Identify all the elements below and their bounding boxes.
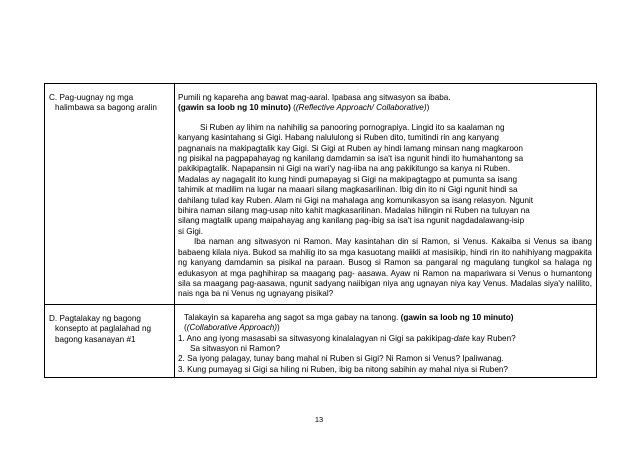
story-line: si Gigi. <box>178 226 204 236</box>
section-d-instruction: Talakayin sa kapareha ang sagot sa mga gabay na tanong. (gawin sa loob ng 10 minuto) <box>184 312 514 322</box>
story-line: tahimik at madilim na lugar na maaari silang magkasarilinan. Ibig din ito ni Gigi ngunit hindi sa <box>178 185 518 195</box>
lesson-plan-table <box>44 83 597 378</box>
question-1: 1. Ano ang iyong masasabi sa sitwasyong kinalalagyan ni Gigi sa pakikipag-date kay Ruben? <box>178 333 516 343</box>
story-line: ng pisikal na pagpapahayag ng kanilang damdamin sa isa't isa ngunit hindi ito humahantong sa <box>178 154 524 164</box>
question-3: 3. Kung pumayag si Gigi sa hiling ni Ruben, ibig ba nitong sabihin ay mahal niya si Ruben? <box>178 364 508 374</box>
question-1-sub: Sa sitwasyon ni Ramon? <box>190 343 281 353</box>
story-ruben <box>178 123 592 237</box>
section-d-content-cell <box>175 304 597 377</box>
section-d-approach: ((Collaborative Approach)) <box>184 323 280 333</box>
story-line: Madalas ay nagagalit ito kung hindi pumapayag si Gigi na makipagtagpo at pumunta sa isang <box>178 174 518 184</box>
section-c-label-cell <box>45 84 175 305</box>
story-line: pagnanais na makipagtalik kay Gigi. Si Gigi at Ruben ay hindi lamang minsan nang magkaroon <box>178 143 523 153</box>
story-line: dahilang tulad kay Ruben. Alam ni Gigi na mahalaga ang komunikasyon sa isang relasyon. Ngunit <box>178 195 534 205</box>
story-ramon: Iba naman ang sitwasyon ni Ramon. May kasintahan din si Ramon, si Venus. Kakaiba si Venus sa ibang babaeng kilala niya. Bukod sa mahilig ito sa mga kasuotang maiikli at masisikip, hindi rin ito nahihiyang magpakita ng kanyang damdamin sa pisikal na paraan. Busog si Ramon sa pangaral ng magulang tungkol sa halaga ng edukasyon at mga paghihirap sa maagang pag- aasawa. Ayaw ni Ramon na mapariwara si Venus o humantong sila sa maagang pag-aasawa, ngunit sadyang naiibigan niya ang ugnayan niya kay Venus. Madalas siya'y nalilito, nais nga ba ni Venus ng ugnayang pisikal? <box>178 237 592 299</box>
approach-text: (Reflective Approach/ Collaborative) <box>295 103 427 113</box>
story-line: Si Ruben ay lihim na nahihilig sa panooring pornograpiya. Lingid ito sa kaalaman ng <box>200 122 505 132</box>
story-line: bihira naman silang mag-usap nito kahit magkasarilinan. Madalas hilingin ni Ruben na tuluyan na <box>178 206 530 216</box>
section-d-label: D. Pagtalakay ng bagong <box>49 313 141 323</box>
question-2: 2. Sa iyong palagay, tunay bang mahal ni Ruben si Gigi? Ni Ramon si Venus? Ipaliwanag. <box>178 354 504 364</box>
section-c-instruction-time: (gawin sa loob ng 10 minuto) ((Reflective Approach/ Collaborative)) <box>178 103 430 113</box>
section-c-content-cell <box>175 84 597 305</box>
story-line: kanyang kasintahang si Gigi. Habang nalululong si Ruben dito, tumitindi rin ang kanyang <box>178 133 499 143</box>
story-line: pakikipagtalik. Napapansin ni Gigi na wari'y nag-iiba na ang pakikitungo sa kanya ni Ruben. <box>178 164 510 174</box>
table-row <box>45 304 597 377</box>
section-c-label-cont: halimbawa sa bagong aralin <box>55 103 157 113</box>
section-d-label-cont2: bagong kasanayan #1 <box>55 334 136 344</box>
section-c-label: C. Pag-uugnay ng mga <box>49 93 134 102</box>
story-line: silang magtalik upang maipahayag ang kanilang pag-ibig sa isa't isa ngunit nagdadalawang-isip <box>178 216 525 226</box>
table-row <box>45 84 597 305</box>
section-d-label-cell <box>45 304 175 377</box>
section-d-label-cont: konsepto at paglalahad ng <box>55 324 152 334</box>
page-number: 13 <box>314 415 324 424</box>
section-c-instruction: Pumili ng kapareha ang bawat mag-aaral. Ipabasa ang sitwasyon sa ibaba. <box>178 93 451 102</box>
time-limit-text: (gawin sa loob ng 10 minuto) <box>178 103 291 113</box>
time-limit-text: (gawin sa loob ng 10 minuto) <box>400 312 514 322</box>
